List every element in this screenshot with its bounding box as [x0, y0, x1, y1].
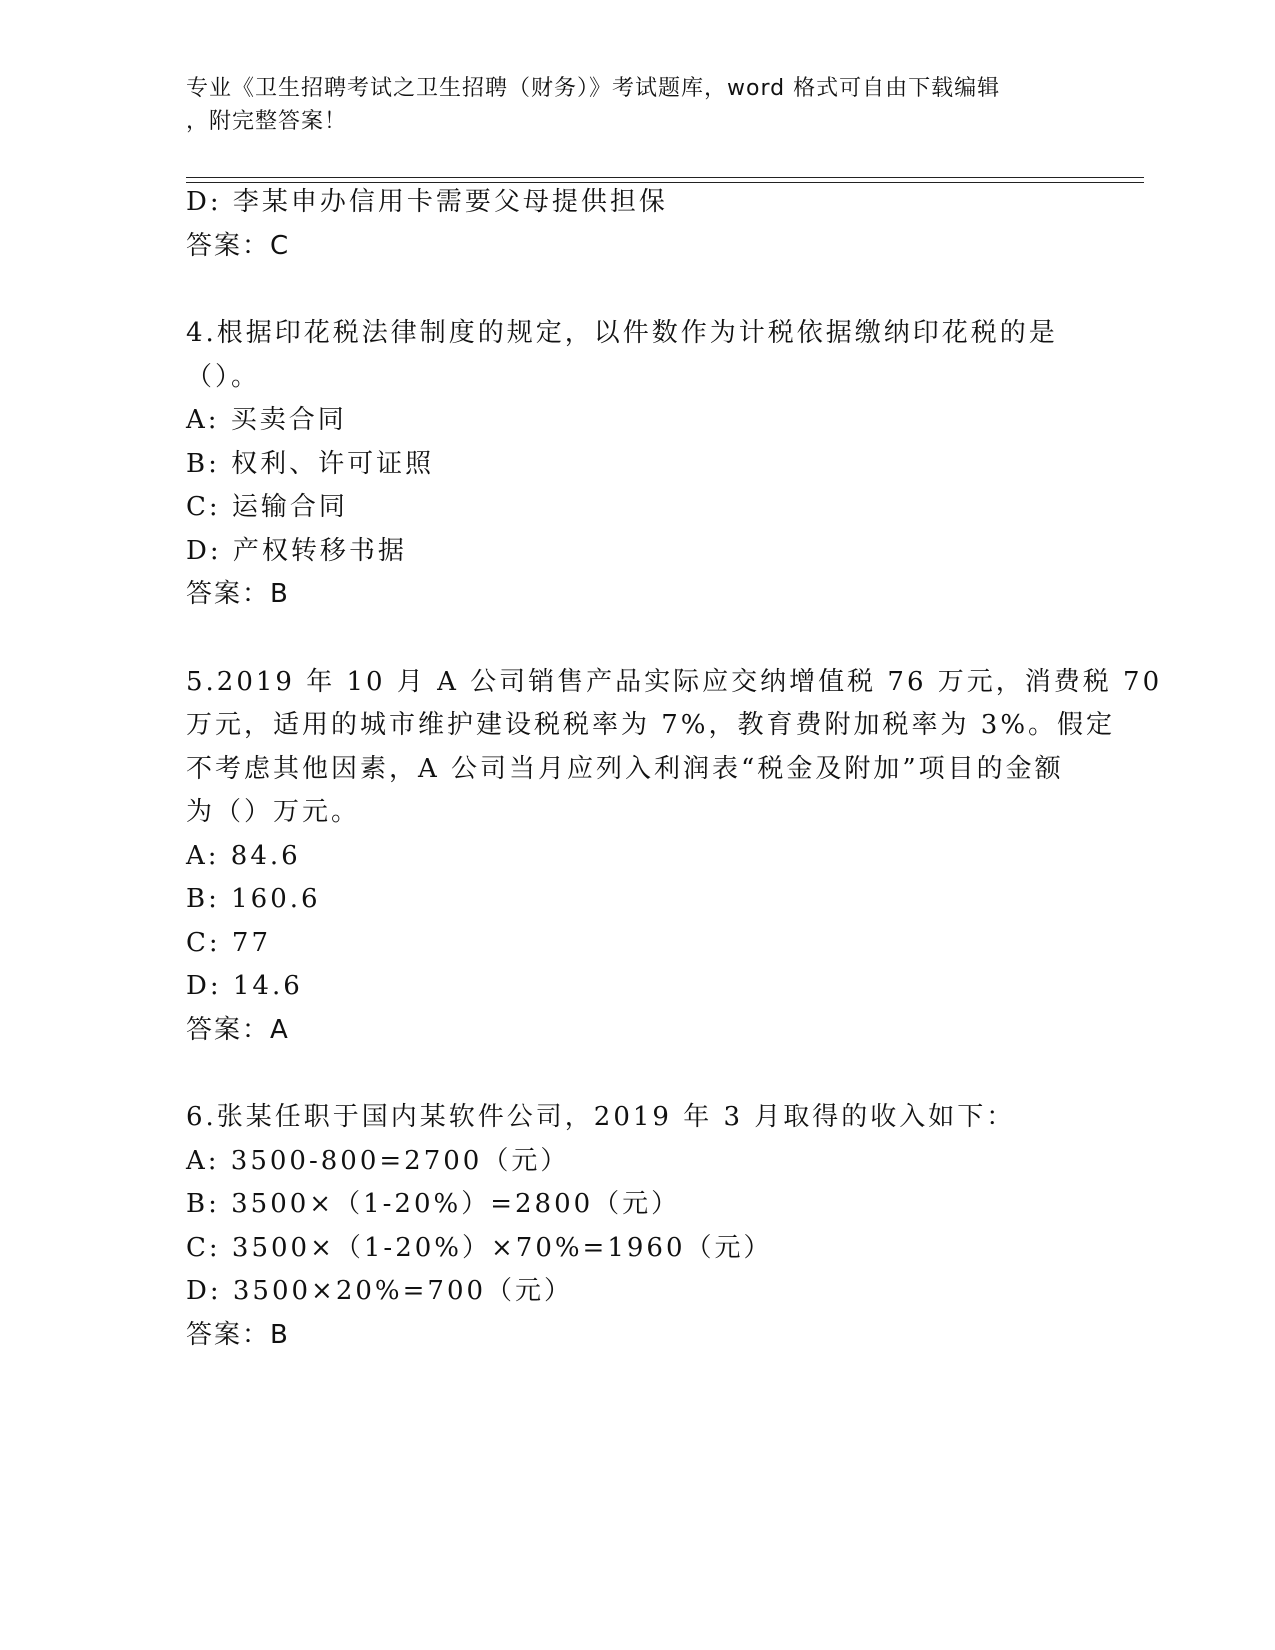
q4-answer: 答案：B [186, 579, 290, 609]
prev-option-d: D: 李某申办信用卡需要父母提供担保 [186, 187, 668, 217]
q6-option-b: B: 3500×（1-20%）=2800（元） [186, 1189, 681, 1219]
q6-option-a: A: 3500-800=2700（元） [186, 1146, 570, 1176]
q5-option-c: C: 77 [186, 928, 272, 958]
q4-stem-line-2: （）。 [186, 362, 261, 392]
header-line-2: ，附完整答案！ [186, 109, 348, 134]
q6-option-d: D: 3500×20%=700（元） [186, 1276, 574, 1306]
q6-answer: 答案：B [186, 1320, 290, 1350]
header-divider-top [186, 177, 1144, 178]
q5-answer: 答案：A [186, 1015, 290, 1045]
q4-stem-line-1: 4.根据印花税法律制度的规定，以件数作为计税依据缴纳印花税的是 [186, 318, 1058, 348]
q5-option-a: A: 84.6 [186, 841, 301, 871]
q4-option-b: B: 权利、许可证照 [186, 449, 435, 479]
q5-stem-line-1: 5.2019 年 10 月 A 公司销售产品实际应交纳增值税 76 万元，消费税 70 [186, 667, 1163, 697]
q6-option-c: C: 3500×（1-20%）×70%=1960（元） [186, 1233, 773, 1263]
header-line-1: 专业《卫生招聘考试之卫生招聘（财务）》考试题库，word 格式可自由下载编辑 [186, 76, 1001, 101]
q4-option-d: D: 产权转移书据 [186, 536, 407, 566]
q6-stem-line-1: 6.张某任职于国内某软件公司，2019 年 3 月取得的收入如下： [186, 1102, 1016, 1132]
q5-stem-line-2: 万元，适用的城市维护建设税税率为 7%，教育费附加税率为 3%。假定 [186, 710, 1116, 740]
document-header [186, 72, 1086, 138]
q5-option-d: D: 14.6 [186, 971, 303, 1001]
q5-option-b: B: 160.6 [186, 884, 321, 914]
q5-stem-line-3: 不考虑其他因素，A 公司当月应列入利润表“税金及附加”项目的金额 [186, 754, 1064, 784]
q5-stem-line-4: 为（）万元。 [186, 797, 361, 827]
prev-answer: 答案：C [186, 231, 291, 261]
q4-option-a: A: 买卖合同 [186, 405, 347, 435]
q4-option-c: C: 运输合同 [186, 492, 348, 522]
